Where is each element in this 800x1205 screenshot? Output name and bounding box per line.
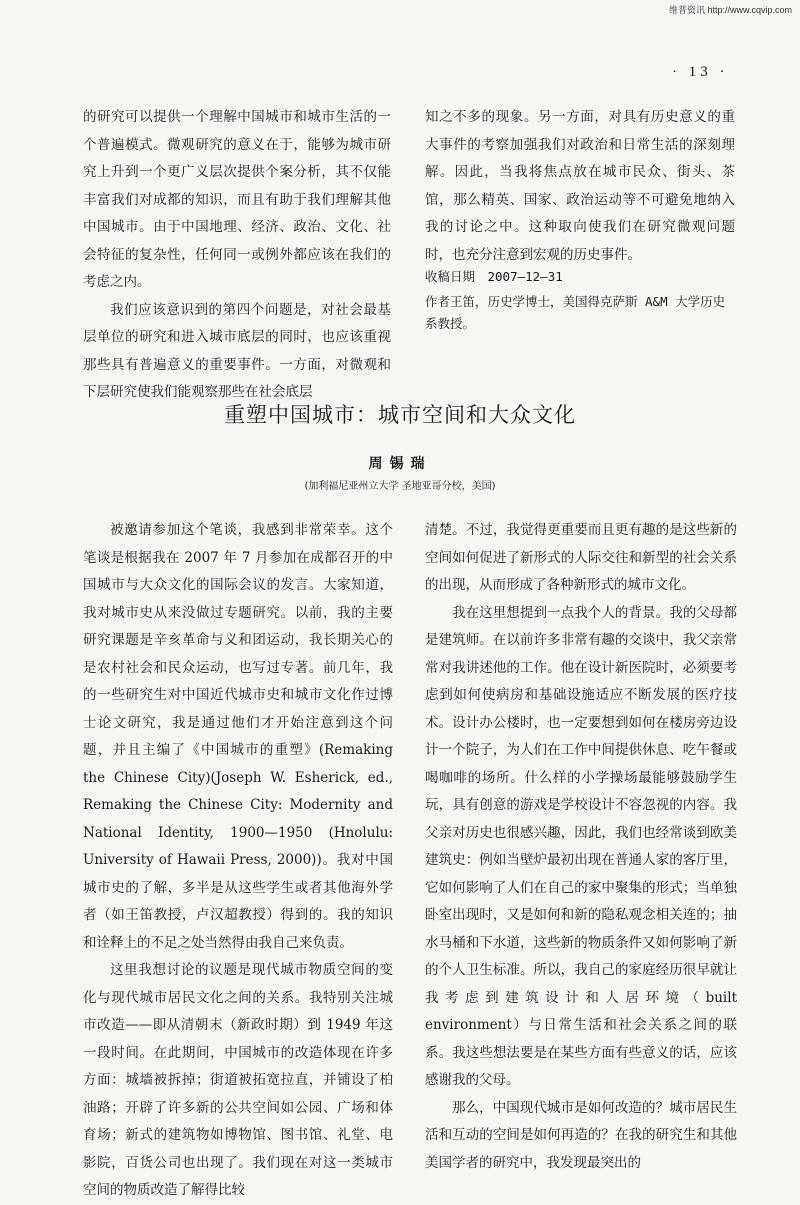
paragraph: 的研究可以提供一个理解中国城市和城市生活的一个普遍模式。微观研究的意义在于，能够为城市研究上升到一个更广义层次提供个案分析，其不仅能丰富我们对成都的知识，而且有助于我们理解其他中国城市。由于中国地理、经济、政治、文化、社会特征的复杂性，任何同一或例外都应该在我们的考虑之内。 — [83, 109, 391, 290]
prev-article-left-column — [83, 104, 391, 407]
paragraph: 我在这里想提到一点我个人的背景。我的父母都是建筑师。在以前许多非常有趣的交谈中，我父亲常常对我讲述他的工作。他在设计新医院时，必须要考虑到如何使病房和基础设施适应不断发展的医疗技术。设计办公楼时，也一定要想到如何在楼房旁边设计一个院子，为人们在工作中间提供休息、吃午餐或喝咖啡的场所。什么样的小学操场最能够鼓励学生玩，具有创意的游戏是学校设计不容忽视的内容。我父亲对历史也很感兴趣，因此，我们也经常谈到欧美建筑史：例如当壁炉最初出现在普通人家的客厅里，它如何影响了人们在自己的家中聚集的形式；当单独卧室出现时，又是如何和新的隐私观念相关连的；抽水马桶和下水道，这些新的物质条件又如何影响了新的个人卫生标准。所以，我自己的家庭经历很早就让我考虑到建筑设计和人居环境（built environment）与日常生活和社会关系之间的联系。我这些想法要是在某些方面有些意义的话，应该感谢我的父母。 — [425, 604, 737, 1088]
prev-article-notes — [425, 266, 737, 335]
paragraph: 清楚。不过，我觉得更重要而且更有趣的是这些新的空间如何促进了新形式的人际交往和新型的社会关系的出现，从而形成了各种新形式的城市文化。 — [425, 522, 737, 593]
page-number: · 13 · — [672, 64, 729, 80]
author-affiliation: (加利福尼亚州立大学 圣地亚哥分校，美国) — [304, 481, 496, 492]
article-right-column — [425, 517, 737, 1177]
prev-article-right-column — [425, 104, 735, 269]
article-left-column — [83, 517, 393, 1205]
article-author: 周锡瑞 — [368, 456, 432, 472]
received-date: 收稿日期 2007—12—31 — [425, 269, 563, 284]
paragraph: 我们应该意识到的第四个问题是，对社会最基层单位的研究和进入城市底层的同时，也应该重视那些具有普遍意义的重要事件。一方面，对微观和下层研究使我们能观察那些在社会底层 — [83, 301, 391, 400]
paragraph: 这里我想讨论的议题是现代城市物质空间的变化与现代城市居民文化之间的关系。我特别关注城市改造——即从清朝末（新政时期）到 1949 年这一段时间。在此期间，中国城市的改造体现在许多方面：城墙被拆掉；街道被拓宽拉直，并铺设了柏油路；开辟了许多新的公共空间如公园、广场和体育场；新式的建筑物如博物馆、图书馆、礼堂、电影院，百货公司也出现了。我们现在对这一类城市空间的物质改造了解得比较 — [83, 962, 393, 1198]
paragraph: 被邀请参加这个笔谈，我感到非常荣幸。这个笔谈是根据我在 2007 年 7 月参加在成都召开的中国城市与大众文化的国际会议的发言。大家知道，我对城市史从来没做过专题研究。以前，我的主要研究课题是辛亥革命与义和团运动，我长期关心的是农村社会和民众运动，也写过专著。前几年，我的一些研究生对中国近代城市史和城市文化作过博士论文研究，我是通过他们才开始注意到这个问题，并且主编了《中国城市的重塑》(Remaking the Chinese City)(Joseph W. Esherick, ed., Remaking the Chinese City: Modernity and National Identity, 1900—1950 (Hnolulu: University of Hawaii Press, 2000))。我对中国城市史的了解，多半是从这些学生或者其他海外学者（如王笛教授，卢汉超教授）得到的。我的知识和诠释上的不足之处当然得由我自己来负责。 — [83, 522, 393, 951]
paragraph: 知之不多的现象。另一方面，对具有历史意义的重大事件的考察加强我们对政治和日常生活的深刻理解。因此，当我将焦点放在城市民众、街头、茶馆，那么精英、国家、政治运动等不可避免地纳入我的讨论之中。这种取向使我们在研究微观问题时，也充分注意到宏观的历史事件。 — [425, 109, 735, 263]
author-note: 作者王笛，历史学博士，美国得克萨斯 A&M 大学历史系教授。 — [425, 294, 726, 331]
paragraph: 那么，中国现代城市是如何改造的？城市居民生活和互动的空间是如何再造的？在我的研究生和其他美国学者的研究中，我发现最突出的 — [425, 1099, 737, 1171]
watermark: 维普资讯 http://www.cqvip.com — [668, 5, 792, 15]
article-title: 重塑中国城市：城市空间和大众文化 — [224, 403, 576, 427]
